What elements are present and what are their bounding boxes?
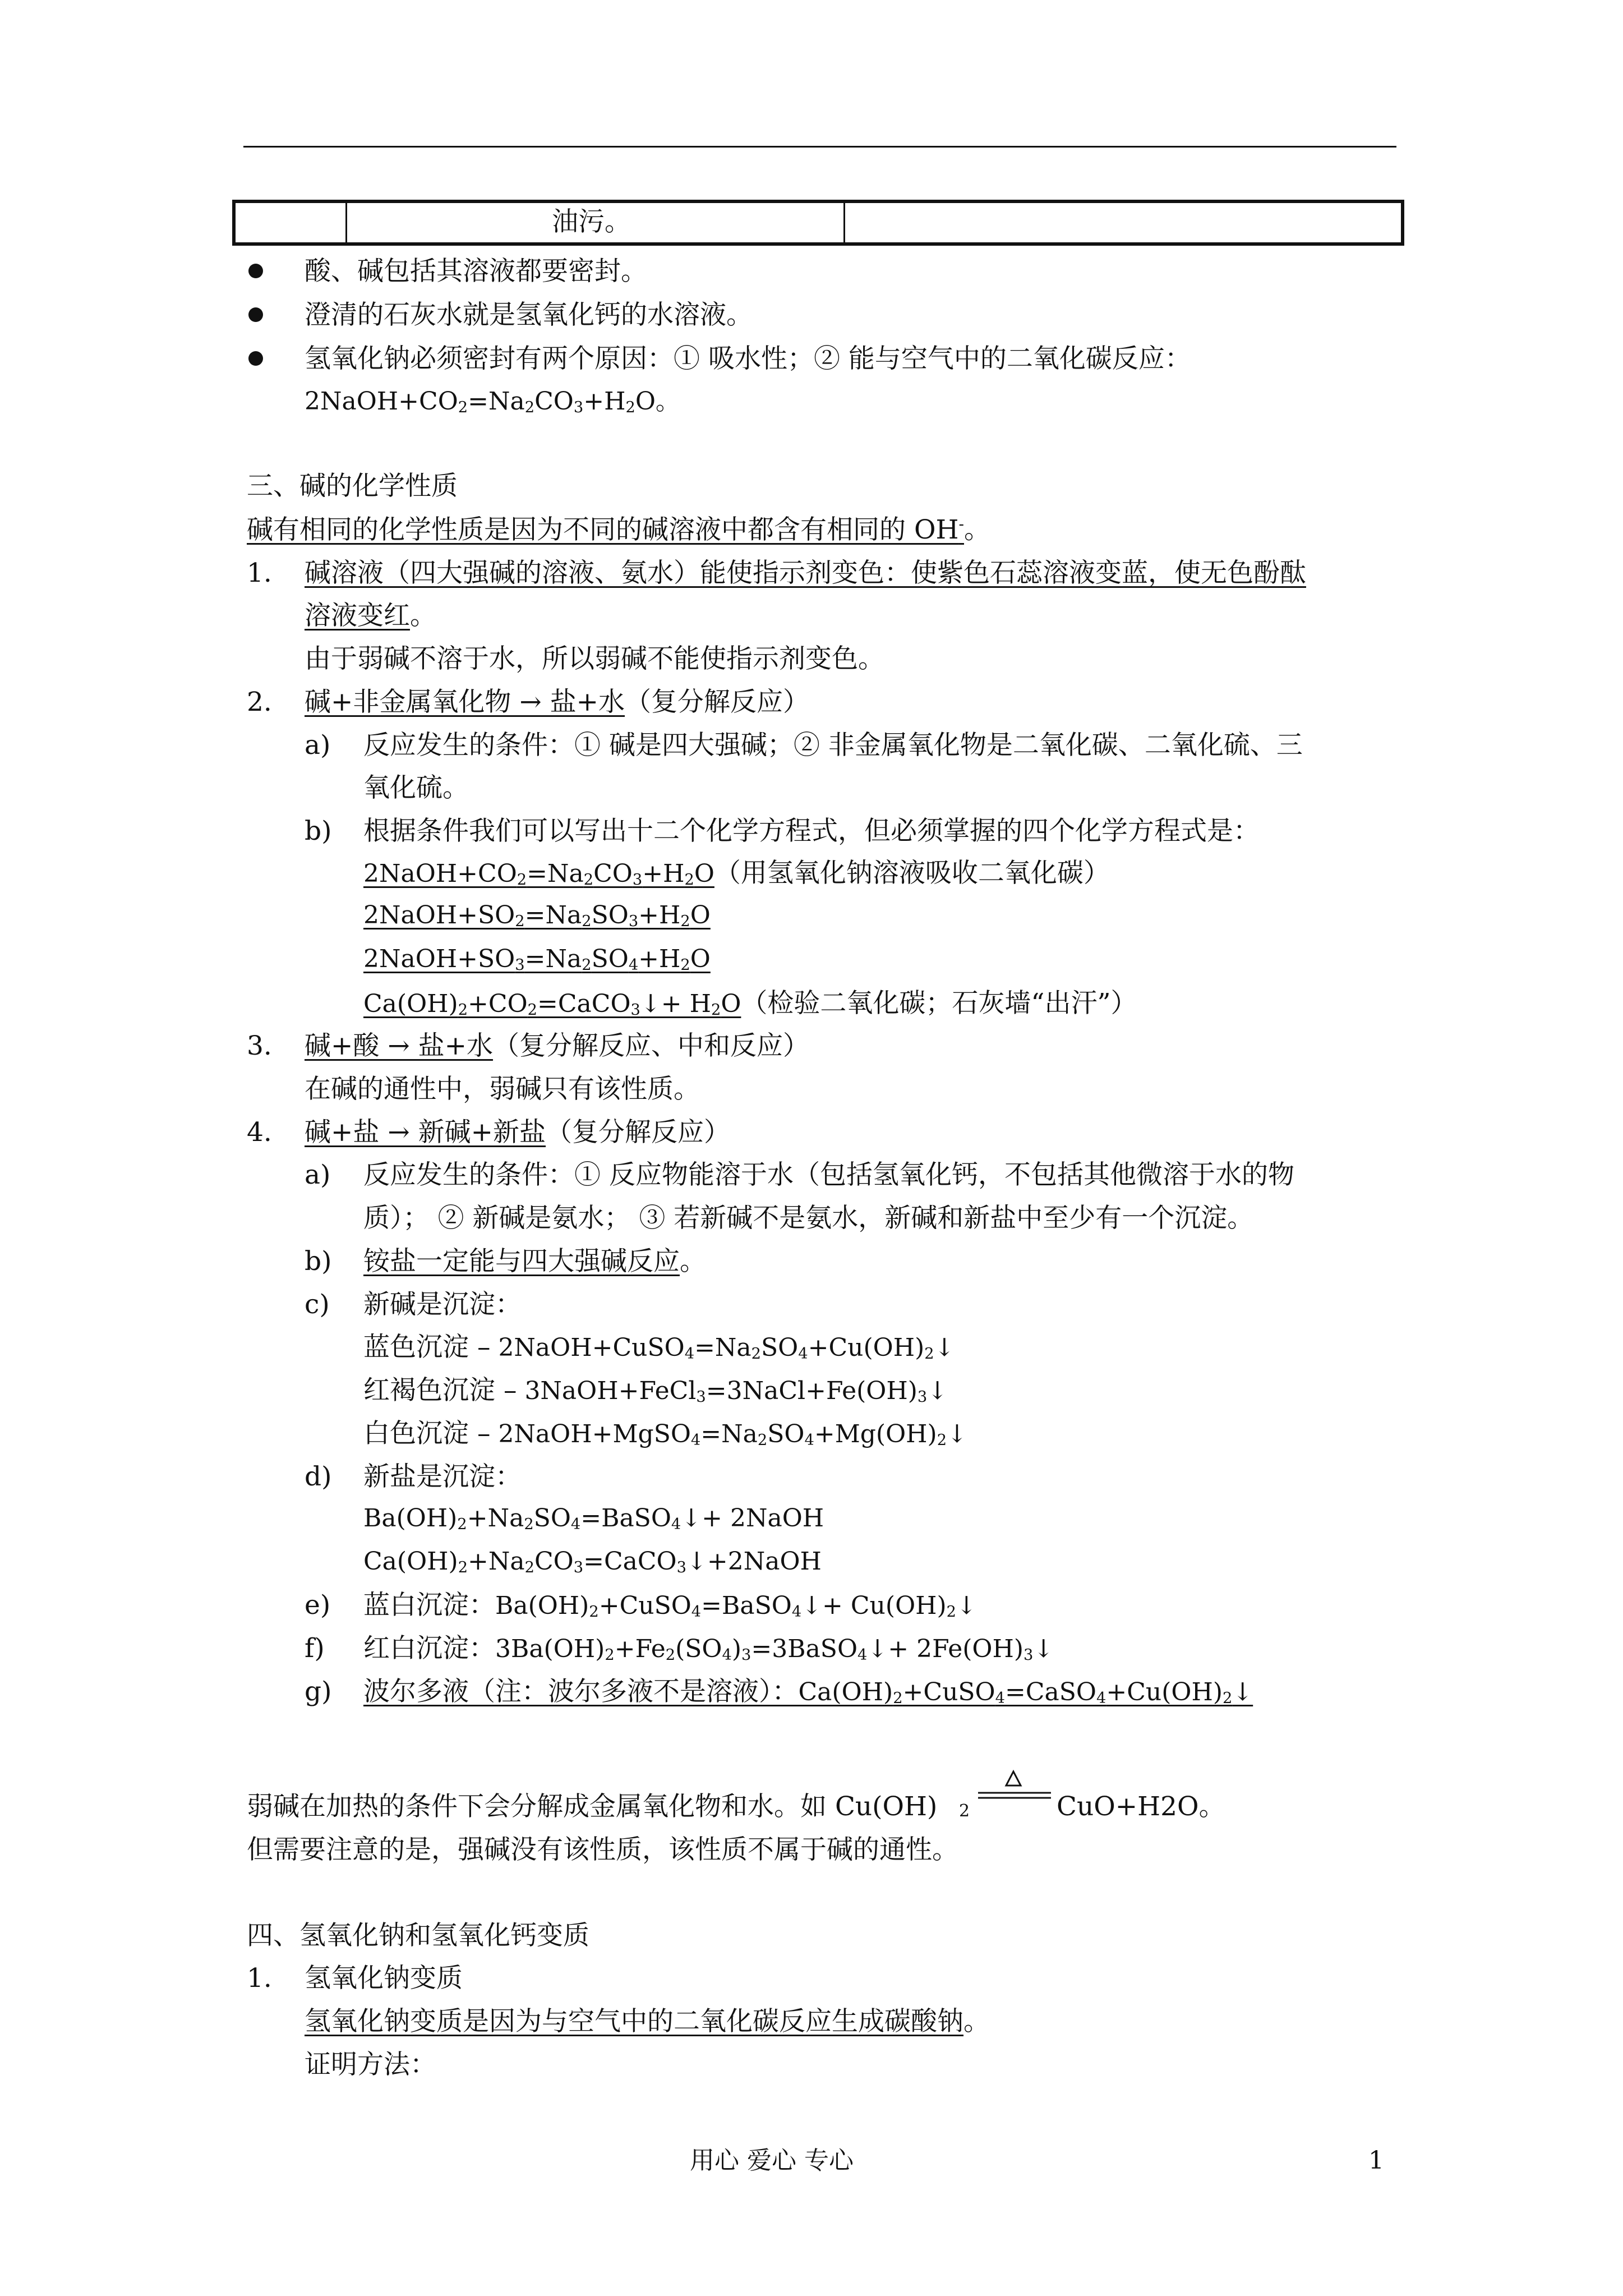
equation: $2NaOH+SO_3=Na_2SO_4+H_2O$ <box>363 945 711 974</box>
sub-text: 氧化硫。 <box>363 772 469 803</box>
sub-label: d) <box>305 1461 332 1492</box>
item-text: 碱+盐 → 新碱+新盐（复分解反应） <box>305 1117 731 1148</box>
item-text: 碱+非金属氧化物 → 盐+水（复分解反应） <box>305 687 810 717</box>
body-text: CuO+H2O。 <box>1057 1791 1225 1822</box>
item-text: 在碱的通性中，弱碱只有该性质。 <box>305 1074 700 1105</box>
equation: $Ba(OH)_2+Na_2SO_4=BaSO_4↓+$ 2NaOH <box>363 1504 824 1533</box>
item-text: 由于弱碱不溶于水，所以弱碱不能使指示剂变色。 <box>305 643 884 674</box>
sub-label: a) <box>305 730 331 761</box>
sub-text: 根据条件我们可以写出十二个化学方程式，但必须掌握的四个化学方程式是： <box>363 816 1260 846</box>
sub-text: 质）； ② 新碱是氨水； ③ 若新碱不是氨水，新碱和新盐中至少有一个沉淀。 <box>363 1203 1254 1234</box>
equation-line: 白色沉淀 – $2NaOH+MgSO_4=Na_2SO_4+Mg(OH)_2↓$ <box>363 1418 967 1449</box>
sub-text: 红白沉淀：$3Ba(OH)_2+Fe_2(SO_4)_3=3BaSO_4↓+$ $2Fe(OH)_3↓$ <box>363 1633 1054 1664</box>
equation: $2NaOH+SO_2=Na_2SO_3+H_2O$ <box>363 901 711 930</box>
equation-line: 蓝色沉淀 – $2NaOH+CuSO_4=Na_2SO_4+Cu(OH)_2↓$ <box>363 1332 955 1363</box>
sub-label: b) <box>305 1246 332 1277</box>
item-text: 溶液变红。 <box>305 600 436 631</box>
item-number: 1. <box>247 558 272 588</box>
equation-line: 红褐色沉淀 – $3NaOH+FeCl_3=3NaCl+Fe(OH)_3↓$ <box>363 1375 948 1406</box>
bullet-dot <box>248 264 263 278</box>
item-number: 2. <box>247 687 272 717</box>
item-text: 碱+酸 → 盐+水（复分解反应、中和反应） <box>305 1030 810 1061</box>
bullet-text: 酸、碱包括其溶液都要密封。 <box>305 256 647 287</box>
item-number: 3. <box>247 1030 272 1061</box>
equation: $Ca(OH)_2+CO_2=CaCO_3↓+ H_2O$（检验二氧化碳；石灰墙“出汗”） <box>363 988 1137 1019</box>
header-rule <box>243 146 1396 148</box>
heat-condition-icon <box>975 1767 1054 1805</box>
sub-text: 铵盐一定能与四大强碱反应。 <box>363 1246 706 1277</box>
item-number: 4. <box>247 1117 272 1148</box>
sub-label: c) <box>305 1289 330 1320</box>
body-text: 弱碱在加热的条件下会分解成金属氧化物和水。如 Cu(OH) <box>247 1791 938 1822</box>
body-text: 但需要注意的是，强碱没有该性质，该性质不属于碱的通性。 <box>247 1834 958 1865</box>
sub-label: f) <box>305 1633 325 1664</box>
sub-label: b) <box>305 816 332 846</box>
section-heading: 四、氢氧化钠和氢氧化钙变质 <box>247 1920 589 1951</box>
sub-text: 反应发生的条件：① 碱是四大强碱；② 非金属氧化物是二氧化碳、二氧化硫、三 <box>363 730 1303 761</box>
bullet-dot <box>248 307 263 322</box>
item-text: 氢氧化钠变质是因为与空气中的二氧化碳反应生成碳酸钠。 <box>305 2006 990 2037</box>
item-text: 碱溶液（四大强碱的溶液、氨水）能使指示剂变色：使紫色石蕊溶液变蓝，使无色酚酞 <box>305 558 1306 588</box>
subscript: 2 <box>959 1801 970 1821</box>
item-text: 氢氧化钠变质 <box>305 1963 463 1994</box>
page-number: 1 <box>1368 2146 1384 2175</box>
table-cell-text: 油污。 <box>552 206 631 237</box>
item-number: 1. <box>247 1963 272 1994</box>
sub-label: g) <box>305 1676 332 1707</box>
section-intro: 碱有相同的化学性质是因为不同的碱溶液中都含有相同的 OH-。 <box>247 514 990 545</box>
sub-label: e) <box>305 1590 331 1621</box>
equation: $2NaOH+CO_2=Na_2CO_3+H_2O$。 <box>305 387 680 416</box>
sub-text: 蓝白沉淀：$Ba(OH)_2+CuSO_4=BaSO_4↓+$ $Cu(OH)_2↓$ <box>363 1590 977 1621</box>
bullet-text: 氢氧化钠必须密封有两个原因：① 吸水性；② 能与空气中的二氧化碳反应： <box>305 343 1191 374</box>
section-heading: 三、碱的化学性质 <box>247 471 458 501</box>
item-text: 证明方法： <box>305 2049 436 2080</box>
sub-text: 波尔多液（注：波尔多液不是溶液）：$Ca(OH)_2+CuSO_4=CaSO_4+Cu(OH)_2↓$ <box>363 1676 1253 1707</box>
table-fragment <box>232 200 1404 246</box>
sub-label: a) <box>305 1159 331 1190</box>
table-divider <box>345 203 347 242</box>
sub-text: 反应发生的条件：① 反应物能溶于水（包括氢氧化钙，不包括其他微溶于水的物 <box>363 1159 1294 1190</box>
sub-text: 新盐是沉淀： <box>363 1461 522 1492</box>
bullet-dot <box>248 351 263 366</box>
table-divider <box>843 203 845 242</box>
equation: $2NaOH+CO_2=Na_2CO_3+H_2O$（用氢氧化钠溶液吸收二氧化碳） <box>363 858 1110 889</box>
equation: $Ca(OH)_2+Na_2CO_3=CaCO_3↓+2NaOH$ <box>363 1547 822 1576</box>
bullet-text: 澄清的石灰水就是氢氧化钙的水溶液。 <box>305 300 753 330</box>
sub-text: 新碱是沉淀： <box>363 1289 522 1320</box>
footer-slogan: 用心 爱心 专心 <box>690 2146 854 2175</box>
